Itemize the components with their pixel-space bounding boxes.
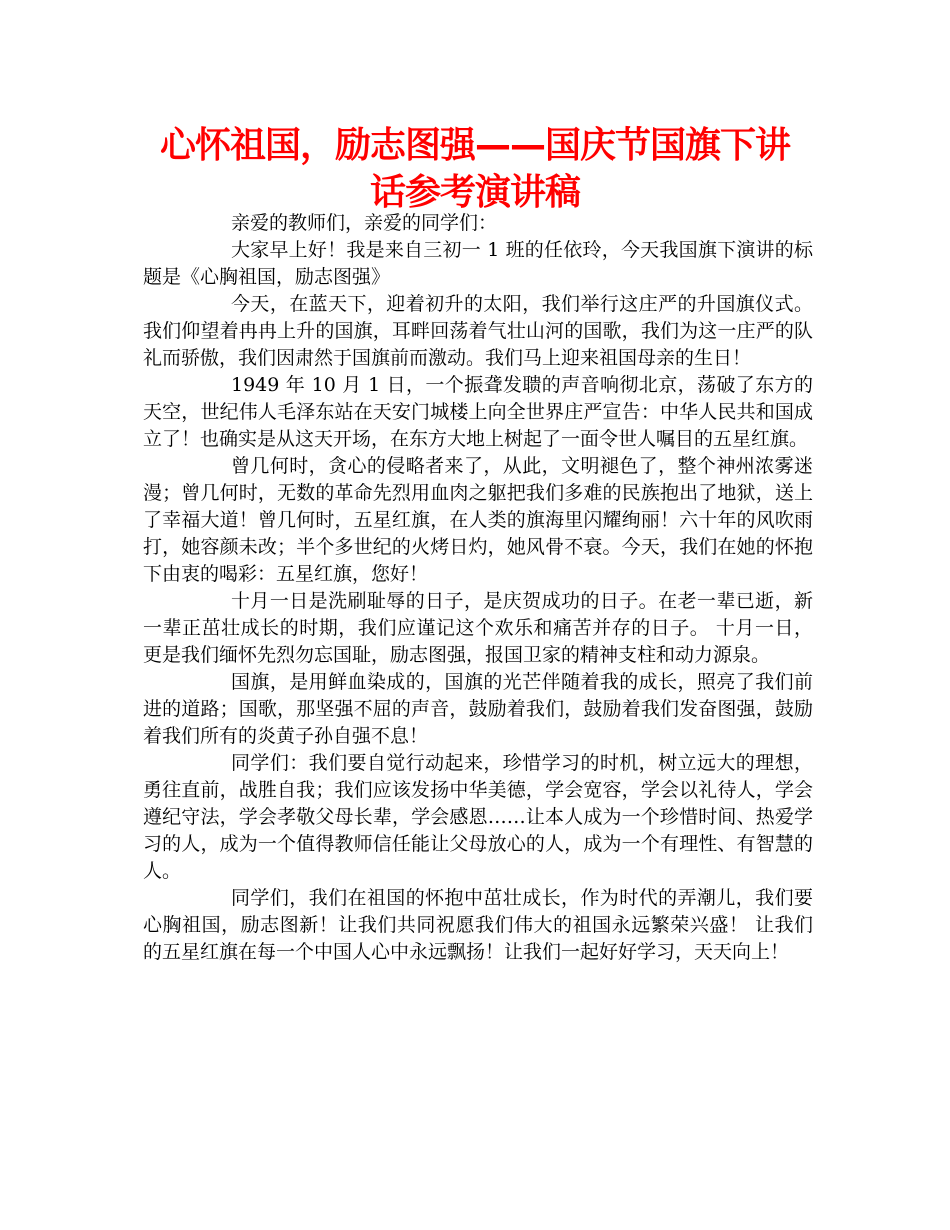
body-paragraph: 国旗，是用鲜血染成的，国旗的光芒伴随着我的成长，照亮了我们前进的道路；国歌，那坚强不屈的声音，鼓励着我们，鼓励着我们发奋图强，鼓励着我们所有的炎黄子孙自强不息！: [143, 671, 813, 747]
body-paragraph: 大家早上好！我是来自三初一 1 班的任依玲，今天我国旗下演讲的标题是《心胸祖国，励志图强》: [143, 239, 813, 288]
document-title: [140, 122, 810, 216]
body-paragraph: 曾几何时，贪心的侵略者来了，从此，文明褪色了，整个神州浓雾迷漫；曾几何时，无数的革命先烈用血肉之躯把我们多难的民族抱出了地狱，送上了幸福大道！曾几何时，五星红旗，在人类的旗海里闪耀绚丽！六十年的风吹雨打，她容颜未改；半个多世纪的火烤日灼，她风骨不衰。今天，我们在她的怀抱下由衷的喝彩：五星红旗，您好！: [143, 455, 813, 585]
closing-paragraph: 同学们，我们在祖国的怀抱中茁壮成长，作为时代的弄潮儿，我们要心胸祖国，励志图新！让我们共同祝愿我们伟大的祖国永远繁荣兴盛！ 让我们的五星红旗在每一个中国人心中永远飘扬！让我们一起好好学习，天天向上！: [143, 887, 813, 963]
body-paragraph: 十月一日是洗刷耻辱的日子，是庆贺成功的日子。在老一辈已逝，新一辈正茁壮成长的时期，我们应谨记这个欢乐和痛苦并存的日子。 十月一日，更是我们缅怀先烈勿忘国耻，励志图强，报国卫家的精神支柱和动力源泉。: [143, 590, 813, 666]
body-paragraph: 同学们：我们要自觉行动起来，珍惜学习的时机，树立远大的理想，勇往直前，战胜自我；我们应该发扬中华美德，学会宽容，学会以礼待人，学会遵纪守法，学会孝敬父母长辈，学会感恩……让本人成为一个珍惜时间、热爱学习的人，成为一个值得教师信任能让父母放心的人，成为一个有理性、有智慧的人。: [143, 752, 813, 882]
document-body: [143, 210, 813, 966]
salutation-paragraph: 亲爱的教师们，亲爱的同学们：: [231, 212, 498, 234]
title-line-1: 心怀祖国，励志图强——国庆节国旗下讲: [159, 125, 790, 166]
title-line-2: 话参考演讲稿: [369, 172, 580, 213]
body-paragraph: 1949 年 10 月 1 日，一个振聋发聩的声音响彻北京，荡破了东方的天空，世纪伟人毛泽东站在天安门城楼上向全世界庄严宣告：中华人民共和国成立了！也确实是从这天开场，在东方大地上树起了一面令世人嘱目的五星红旗。: [143, 374, 813, 450]
body-paragraph: 今天，在蓝天下，迎着初升的太阳，我们举行这庄严的升国旗仪式。我们仰望着冉冉上升的国旗，耳畔回荡着气壮山河的国歌，我们为这一庄严的队礼而骄傲，我们因肃然于国旗前而激动。我们马上迎来祖国母亲的生日！: [143, 293, 813, 369]
